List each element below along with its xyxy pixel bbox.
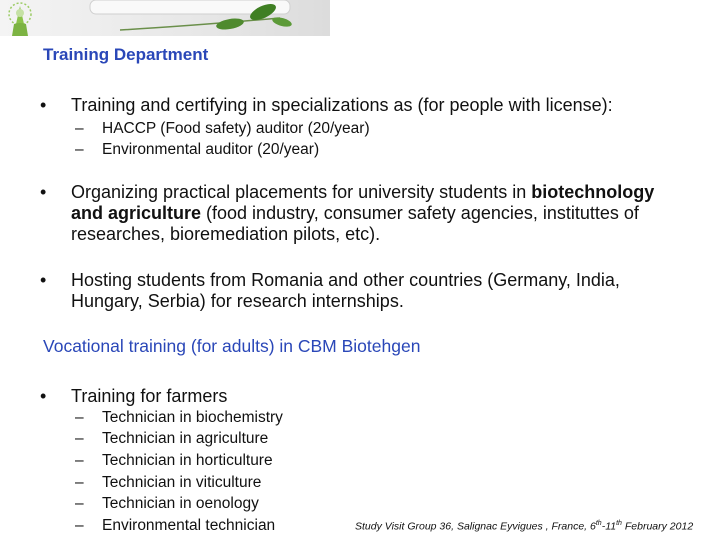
dash-icon: – — [75, 517, 84, 534]
page-title: Training Department — [43, 45, 209, 64]
dash-icon: – — [75, 120, 84, 137]
bold-phrase: biotechnology and agriculture — [71, 182, 655, 223]
sub-item-text: Technician in oenology — [102, 495, 259, 512]
sub-item-text: Environmental technician — [102, 517, 276, 534]
bullet-text: Organizing practical placements for university students in biotechnology and agriculture (food industry, consumer safety agencies, instituttes of researches, bioremediation pilots, etc). — [71, 182, 655, 244]
bullet-icon: • — [40, 270, 47, 290]
dash-icon: – — [75, 409, 84, 426]
dash-icon: – — [75, 474, 84, 491]
dash-icon: – — [75, 495, 84, 512]
bullet-icon: • — [40, 95, 47, 115]
sub-item-text: Technician in viticulture — [102, 474, 262, 491]
sub-item-text: Technician in agriculture — [102, 430, 269, 447]
sub-item-text: Environmental auditor (20/year) — [102, 141, 320, 158]
sub-item-text: Technician in horticulture — [102, 452, 273, 469]
bullet-icon: • — [40, 386, 47, 406]
footer-caption: Study Visit Group 36, Salignac Eyvigues , France, 6th-11th February 2012 — [355, 520, 694, 533]
header-banner — [0, 0, 330, 36]
dash-icon: – — [75, 141, 84, 158]
logo-icon — [2, 0, 38, 36]
bullet-text: Training for farmers — [71, 386, 228, 406]
section-heading: Vocational training (for adults) in CBM Biotehgen — [43, 336, 421, 356]
sub-item-text: Technician in biochemistry — [102, 409, 283, 426]
bullet-text: Training and certifying in specializations as (for people with license): — [71, 95, 613, 115]
dash-icon: – — [75, 452, 84, 469]
dash-icon: – — [75, 430, 84, 447]
bullet-text: Hosting students from Romania and other countries (Germany, India, Hungary, Serbia) for research internships. — [71, 270, 620, 311]
bullet-icon: • — [40, 182, 47, 202]
sub-item-text: HACCP (Food safety) auditor (20/year) — [102, 120, 370, 137]
plant-image — [80, 0, 330, 36]
